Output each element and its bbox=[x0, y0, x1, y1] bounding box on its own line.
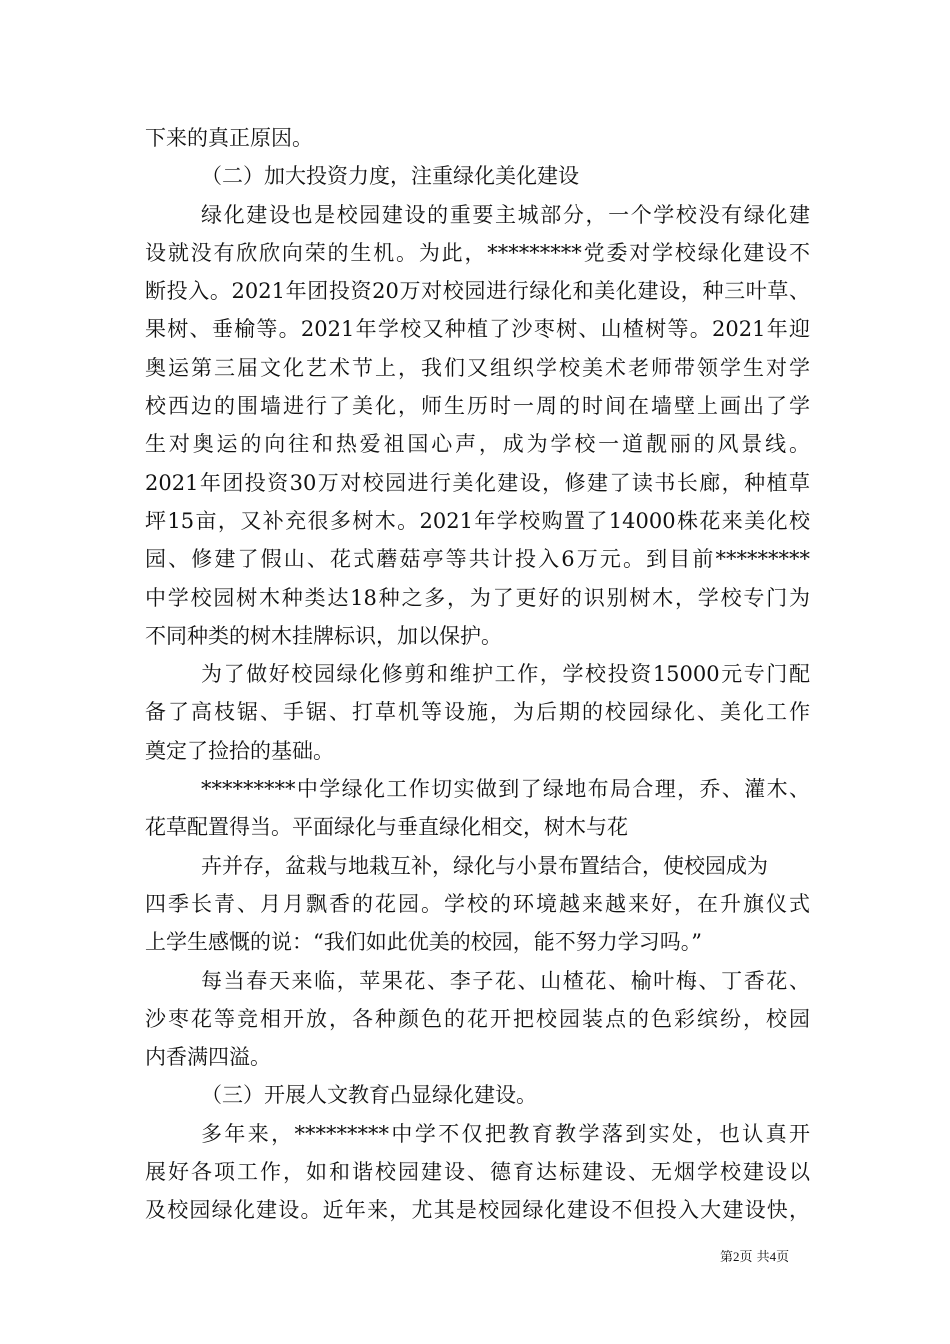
paragraph-line: 内香满四溢。 bbox=[145, 1045, 271, 1070]
total-pages: 4 bbox=[769, 1249, 777, 1264]
page-number: 2 bbox=[733, 1249, 740, 1264]
paragraph-line: 2021年团投资30万对校园进行美化建设，修建了读书长廊，种植草 bbox=[145, 470, 810, 495]
paragraph-line: 为了做好校园绿化修剪和维护工作，学校投资15000元专门配 bbox=[201, 662, 810, 687]
paragraph-line: 展好各项工作，如和谐校园建设、德育达标建设、无烟学校建设以 bbox=[145, 1160, 810, 1185]
section-heading: （三）开展人文教育凸显绿化建设。 bbox=[201, 1083, 537, 1108]
paragraph-line: 坪15亩，又补充很多树木。2021年学校购置了14000株花来美化校 bbox=[145, 508, 810, 533]
paragraph-line: 卉并存，盆栽与地栽互补，绿化与小景布置结合，使校园成为 bbox=[201, 853, 768, 878]
paragraph-line: 校西边的围墙进行了美化，师生历时一周的时间在墙壁上画出了学 bbox=[145, 394, 810, 419]
paragraph-line: 绿化建设也是校园建设的重要主城部分，一个学校没有绿化建 bbox=[201, 202, 810, 227]
paragraph-line: *********中学绿化工作切实做到了绿地布局合理，乔、灌木、 bbox=[201, 777, 810, 802]
paragraph-line: 每当春天来临，苹果花、李子花、山楂花、榆叶梅、丁香花、 bbox=[201, 968, 810, 993]
paragraph-line: 中学校园树木种类达18种之多，为了更好的识别树木，学校专门为 bbox=[145, 585, 810, 610]
paragraph-line: 多年来，*********中学不仅把教育教学落到实处，也认真开 bbox=[201, 1121, 810, 1146]
paragraph-line: 备了高枝锯、手锯、打草机等设施，为后期的校园绿化、美化工作 bbox=[145, 700, 810, 725]
paragraph-line: 果树、垂榆等。2021年学校又种植了沙枣树、山楂树等。2021年迎 bbox=[145, 317, 810, 342]
paragraph-line: 及校园绿化建设。近年来，尤其是校园绿化建设不但投入大建设快， bbox=[145, 1198, 810, 1223]
paragraph-line: 沙枣花等竞相开放，各种颜色的花开把校园装点的色彩缤纷，校园 bbox=[145, 1006, 810, 1031]
paragraph-line: 不同种类的树木挂牌标识，加以保护。 bbox=[145, 623, 502, 648]
page-footer bbox=[720, 1249, 789, 1266]
paragraph-line: 花草配置得当。平面绿化与垂直绿化相交，树木与花 bbox=[145, 815, 628, 840]
paragraph-line: 上学生感慨的说：“我们如此优美的校园，能不努力学习吗。” bbox=[145, 930, 702, 955]
document-body bbox=[145, 119, 810, 1230]
paragraph-line: 园、修建了假山、花式蘑菇亭等共计投入6万元。到目前********* bbox=[145, 547, 810, 572]
footer-suffix: 页 bbox=[776, 1250, 790, 1265]
text-line: 下来的真正原因。 bbox=[145, 126, 313, 150]
section-heading: （二）加大投资力度，注重绿化美化建设 bbox=[201, 164, 579, 189]
paragraph-line: 生对奥运的向往和热爱祖国心声，成为学校一道靓丽的风景线。 bbox=[145, 432, 810, 457]
paragraph-line: 四季长青、月月飘香的花园。学校的环境越来越来好，在升旗仪式 bbox=[145, 891, 810, 916]
footer-prefix: 第 bbox=[720, 1250, 734, 1265]
paragraph-line: 断投入。2021年团投资20万对校园进行绿化和美化建设，种三叶草、 bbox=[145, 279, 810, 304]
footer-middle: 页 共 bbox=[739, 1250, 770, 1265]
paragraph-line: 奥运第三届文化艺术节上，我们又组织学校美术老师带领学生对学 bbox=[145, 355, 810, 380]
paragraph-line: 奠定了捡拾的基础。 bbox=[145, 738, 334, 763]
paragraph-line: 设就没有欣欣向荣的生机。为此，*********党委对学校绿化建设不 bbox=[145, 240, 810, 265]
